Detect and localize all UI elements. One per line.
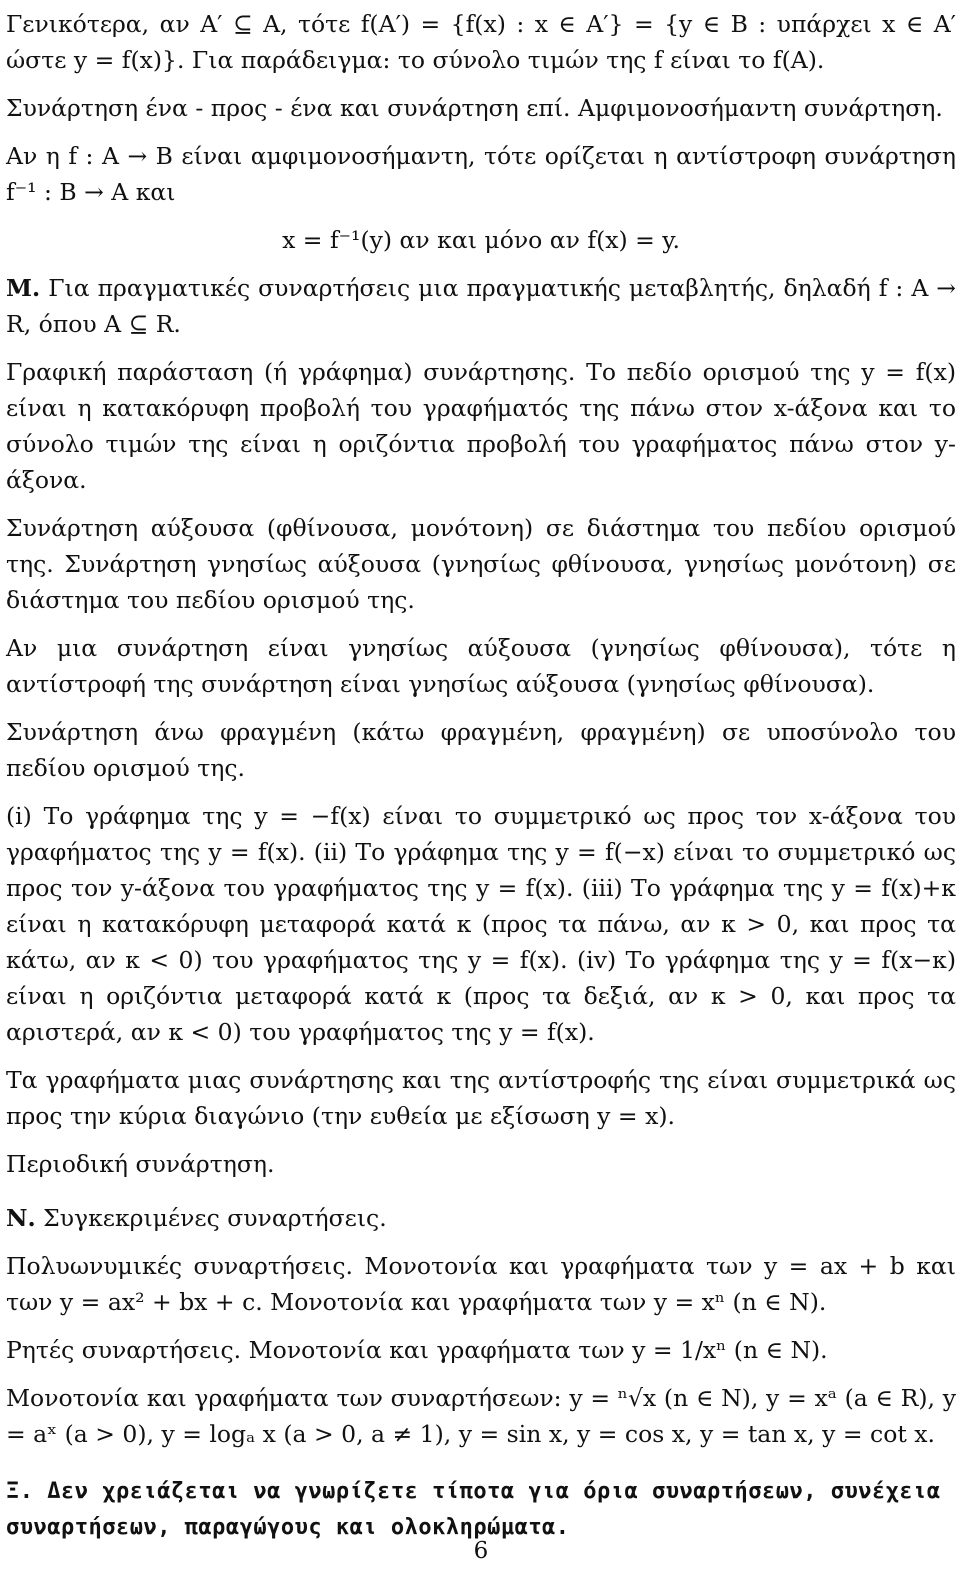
section-n-label: Ν.: [6, 1204, 36, 1232]
paragraph-image-of-subset: Γενικότερα, αν A′ ⊆ A, τότε f(A′) = {f(x) : x ∈ A′} = {y ∈ B : υπάρχει x ∈ A′ ώστε y = f(x)}. Για παράδειγμα: το σύνολο τιμών της f είναι το f(A).: [6, 10, 956, 74]
paragraph-monotone: Συνάρτηση αύξουσα (φθίνουσα, μονότονη) σε διάστημα του πεδίου ορισμού της. Συνάρτηση γνησίως αύξουσα (γνησίως φθίνουσα, γνησίως μονότονη) σε διάστημα του πεδίου ορισμού της.: [6, 514, 956, 614]
paragraph-one-to-one: Συνάρτηση ένα - προς - ένα και συνάρτηση επί. Αμφιμονοσήμαντη συνάρτηση.: [6, 94, 943, 122]
paragraph-periodic: Περιοδική συνάρτηση.: [6, 1150, 275, 1178]
section-n-text: Συγκεκριμένες συναρτήσεις.: [43, 1204, 387, 1232]
paragraph-transformations: (i) Το γράφημα της y = −f(x) είναι το συμμετρικό ως προς τον x-άξονα του γραφήματος της y = f(x). (ii) Το γράφημα της y = f(−x) είναι το συμμετρικό ως προς τον y-άξονα του γραφήματος της y = f(x). (iii) Το γράφημα της y = f(x)+κ είναι η κατακόρυφη μεταφορά κατά κ (προς τα πάνω, αν κ > 0, και προς τα κάτω, αν κ < 0) του γραφήματος της y = f(x). (iv) Το γράφημα της y = f(x−κ) είναι η οριζόντια μεταφορά κατά κ (προς τα δεξιά, αν κ > 0, και προς τα αριστερά, αν κ < 0) του γραφήματος της y = f(x).: [6, 802, 956, 1046]
paragraph-elementary-functions: Μονοτονία και γραφήματα των συναρτήσεων: y = ⁿ√x (n ∈ N), y = xᵃ (a ∈ R), y = aˣ (a > 0), y = logₐ x (a > 0, a ≠ 1), y = sin x, y = cos x, y = tan x, y = cot x.: [6, 1384, 956, 1448]
section-m: [6, 270, 956, 342]
paragraph-inverse-monotone: Αν μια συνάρτηση είναι γνησίως αύξουσα (γνησίως φθίνουσα), τότε η αντίστροφή της συνάρτηση είναι γνησίως αύξουσα (γνησίως φθίνουσα).: [6, 634, 956, 698]
document-page: [6, 0, 956, 1595]
page-number: 6: [473, 1538, 489, 1564]
paragraph-rational: Ρητές συναρτήσεις. Μονοτονία και γραφήματα των y = 1/xⁿ (n ∈ N).: [6, 1336, 828, 1364]
section-xi-heading: Ξ. Δεν χρειάζεται να γνωρίζετε τίποτα για όρια συναρτήσεων, συνέχεια συναρτήσεων, παραγώγους και ολοκληρώματα.: [6, 1479, 941, 1540]
section-n: [6, 1200, 956, 1236]
paragraph-polynomial: Πολυωνυμικές συναρτήσεις. Μονοτονία και γραφήματα των y = ax + b και των y = ax² + bx + c. Μονοτονία και γραφήματα των y = xⁿ (n ∈ N).: [6, 1252, 956, 1316]
paragraph-bounded: Συνάρτηση άνω φραγμένη (κάτω φραγμένη, φραγμένη) σε υποσύνολο του πεδίου ορισμού της.: [6, 718, 956, 782]
paragraph-symmetry: Τα γραφήματα μιας συνάρτησης και της αντίστροφής της είναι συμμετρικά ως προς την κύρια διαγώνιο (την ευθεία με εξίσωση y = x).: [6, 1066, 956, 1130]
equation-inverse: x = f⁻¹(y) αν και μόνο αν f(x) = y.: [282, 226, 680, 254]
paragraph-graph: Γραφική παράσταση (ή γράφημα) συνάρτησης. Το πεδίο ορισμού της y = f(x) είναι η κατακόρυφη προβολή του γραφήματός της πάνω στον x-άξονα και το σύνολο τιμών της είναι η οριζόντια προβολή του γραφήματος πάνω στον y-άξονα.: [6, 358, 956, 494]
section-m-text: Για πραγματικές συναρτήσεις μια πραγματικής μεταβλητής, δηλαδή f : A → R, όπου A ⊆ R.: [6, 274, 956, 338]
paragraph-inverse-function: Αν η f : A → B είναι αμφιμονοσήμαντη, τότε ορίζεται η αντίστροφη συνάρτηση f⁻¹ : B → A και: [6, 142, 956, 206]
section-m-label: Μ.: [6, 274, 41, 302]
